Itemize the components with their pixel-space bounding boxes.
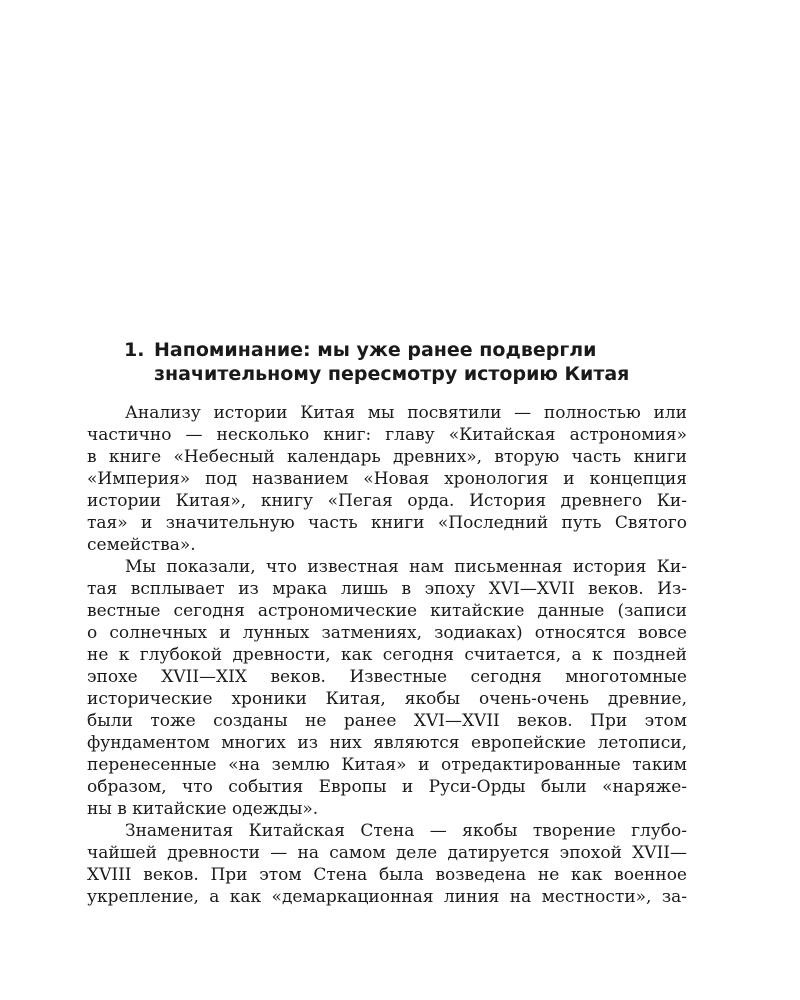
text-line: не к глубокой древности, как сегодня считается, а к поздней (87, 645, 687, 665)
paragraph-2 (87, 556, 687, 820)
section-number: 1. (124, 339, 145, 361)
text-line: фундаментом многих из них являются европейские летописи, (87, 733, 687, 753)
text-line: были тоже созданы не ранее XVI—XVII веков. При этом (87, 711, 687, 731)
section-heading-line-1 (124, 338, 684, 362)
paragraph-3 (87, 820, 687, 908)
text-line: о солнечных и лунных затмениях, зодиаках) относятся вовсе (87, 623, 687, 643)
text-line: в книге «Небесный календарь древних», вторую часть книги (87, 447, 687, 467)
section-heading (124, 338, 684, 386)
text-line: семейства». (87, 535, 196, 555)
paragraph-1 (87, 402, 687, 556)
text-line: частично — несколько книг: главу «Китайская астрономия» (87, 425, 687, 445)
text-line: «Империя» под названием «Новая хронология и концепция (87, 469, 687, 489)
text-line: Анализу истории Китая мы посвятили — полностью или (125, 403, 687, 423)
text-line: эпохе XVII—XIX веков. Известные сегодня многотомные (87, 667, 687, 687)
text-line: Знаменитая Китайская Стена — якобы творение глубо- (125, 821, 687, 841)
text-line: чайшей древности — на самом деле датируется эпохой XVII— (87, 843, 687, 863)
section-heading-line-2: значительному пересмотру историю Китая (154, 363, 630, 385)
text-line: ны в китайские одежды». (87, 799, 319, 819)
text-line: образом, что события Европы и Руси-Орды были «наряже- (87, 777, 687, 797)
text-line: укрепление, а как «демаркационная линия на местности», за- (87, 887, 687, 907)
text-line: XVIII веков. При этом Стена была возведена не как военное (87, 865, 687, 885)
text-line: исторические хроники Китая, якобы очень-очень древние, (87, 689, 687, 709)
text-line: перенесенные «на землю Китая» и отредактированные таким (87, 755, 687, 775)
text-line: истории Китая», книгу «Пегая орда. История древнего Ки- (87, 491, 687, 511)
text-line: Мы показали, что известная нам письменная история Ки- (125, 557, 687, 577)
section-heading-text-1: Напоминание: мы уже ранее подвергли (154, 339, 597, 361)
text-line: вестные сегодня астрономические китайские данные (записи (87, 601, 687, 621)
text-line: тая всплывает из мрака лишь в эпоху XVI—XVII веков. Из- (87, 579, 687, 599)
text-line: тая» и значительную часть книги «Последний путь Святого (87, 513, 687, 533)
body-text (87, 402, 687, 908)
